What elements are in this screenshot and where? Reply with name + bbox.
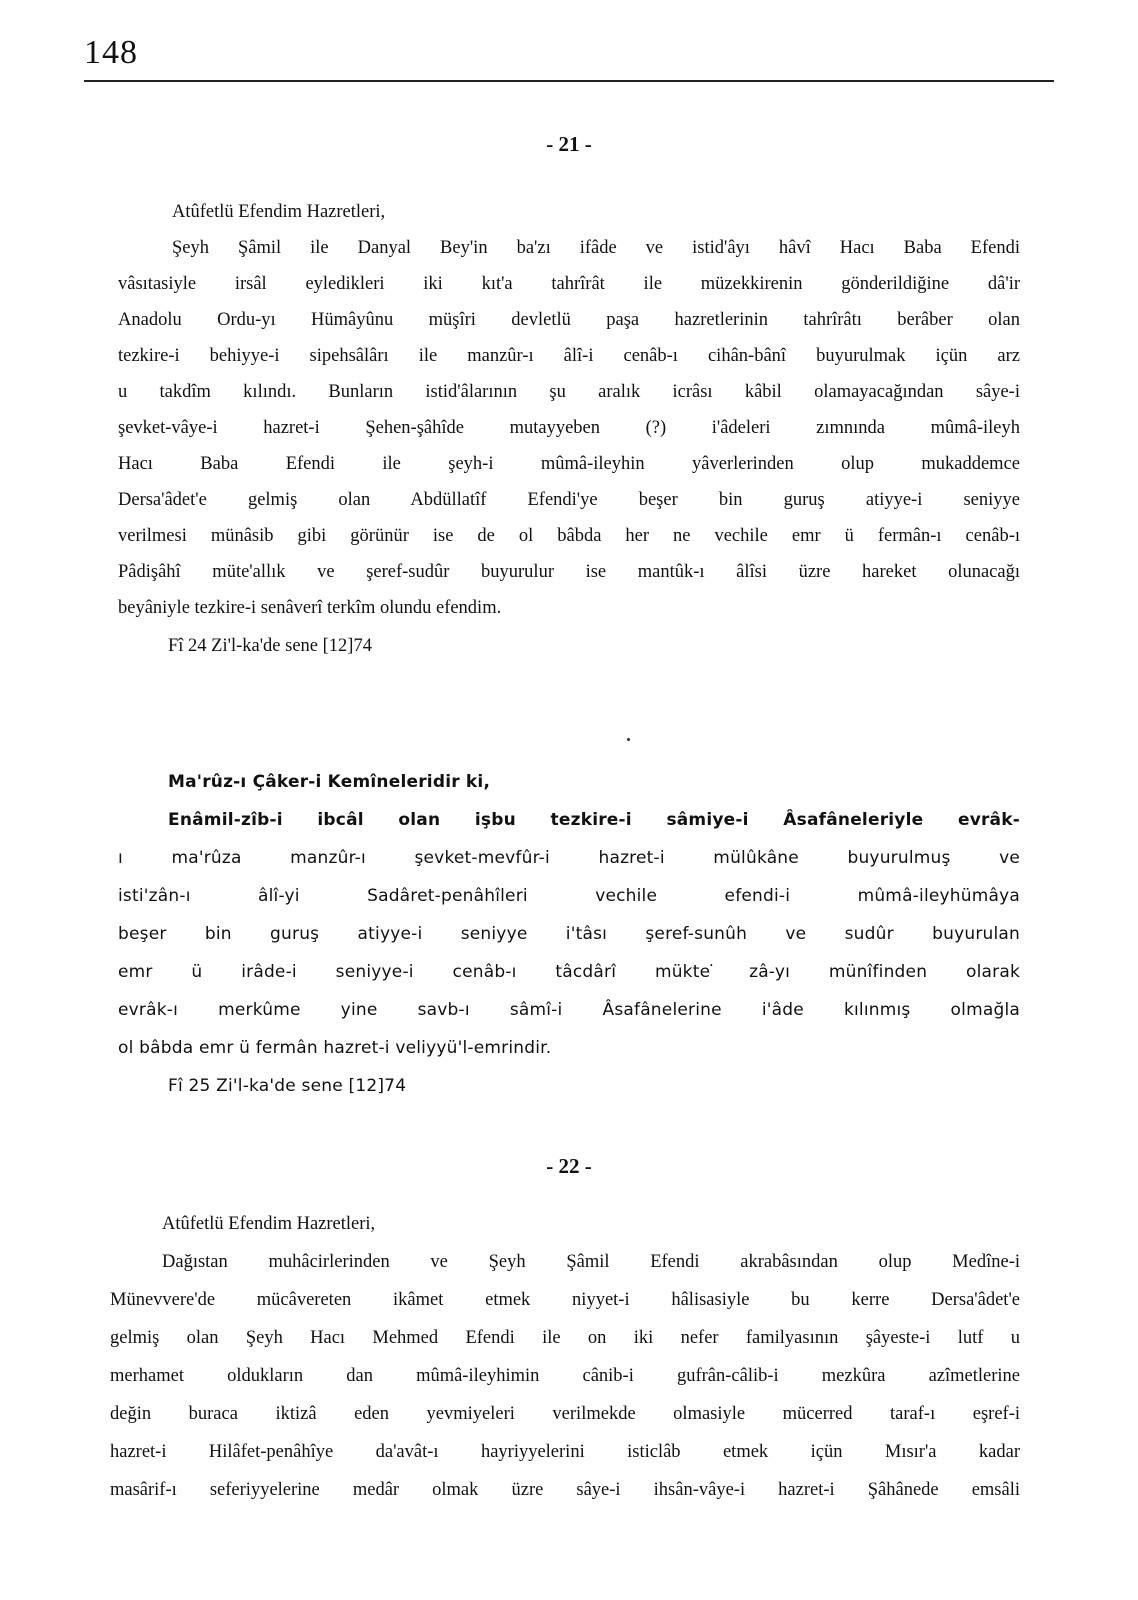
document-21-letter-line: vâsıtasiyle irsâl eyledikleri iki kıt'a tahrîrât ile müzekkirenin gönderildiğine dâ'ir (118, 274, 1020, 294)
document-21-reply-line: evrâk-ı merkûme yine savb-ı sâmî-i Âsafânelerine i'âde kılınmış olmağla (118, 1000, 1020, 1020)
header-rule (84, 80, 1054, 82)
document-21-number: - 21 - (546, 132, 592, 156)
document-22-number: - 22 - (546, 1154, 592, 1178)
document-21-reply-date: Fî 25 Zi'l-ka'de sene [12]74 (168, 1076, 407, 1096)
document-21-letter-line: Şeyh Şâmil ile Danyal Bey'in ba'zı ifâde ve istid'âyı hâvî Hacı Baba Efendi (172, 238, 1020, 258)
document-21-salutation: Atûfetlü Efendim Hazretleri, (172, 202, 386, 222)
document-21-letter-date: Fî 24 Zi'l-ka'de sene [12]74 (168, 636, 372, 656)
document-21-letter-line: tezkire-i behiyye-i sipehsâlârı ile manzûr-ı âlî-i cenâb-ı cihân-bânî buyurulmak içün arz (118, 346, 1020, 366)
document-21-letter-line: Anadolu Ordu-yı Hümâyûnu müşîri devletlü paşa hazretlerinin tahrîrâtı berâber olan (118, 310, 1020, 330)
document-21-reply-line: Enâmil-zîb-i ibcâl olan işbu tezkire-i sâmiye-i Âsafâneleriyle evrâk- (168, 810, 1020, 830)
document-22-letter-line: gelmiş olan Şeyh Hacı Mehmed Efendi ile on iki nefer familyasının şâyeste-i lutf u (110, 1328, 1020, 1348)
document-22-letter-line: hazret-i Hilâfet-penâhîye da'avât-ı hayriyyelerini isticlâb etmek içün Mısır'a kadar (110, 1442, 1020, 1462)
document-21-reply-line: beşer bin guruş atiyye-i seniyye i'tâsı şeref-sunûh ve sudûr buyurulan (118, 924, 1020, 944)
document-21-letter-line: verilmesi münâsib gibi görünür ise de ol bâbda her ne vechile emr ü fermân-ı cenâb-ı (118, 526, 1020, 546)
document-21-reply-line: ol bâbda emr ü fermân hazret-i veliyyü'l-emrindir. (118, 1038, 552, 1058)
document-21-letter-line: Dersa'âdet'e gelmiş olan Abdüllatîf Efendi'ye beşer bin guruş atiyye-i seniyye (118, 490, 1020, 510)
page-number: 148 (84, 34, 138, 71)
document-22-salutation: Atûfetlü Efendim Hazretleri, (162, 1214, 376, 1234)
document-21-letter-line: beyâniyle tezkire-i senâverî terkîm olundu efendim. (118, 598, 502, 618)
document-21-letter-line: şevket-vâye-i hazret-i Şehen-şâhîde mutayyeben (?) i'âdeleri zımnında mûmâ-ileyh (118, 418, 1020, 438)
document-21-letter-line: u takdîm kılındı. Bunların istid'âlarının şu aralık icrâsı kâbil olamayacağından sâye-i (118, 382, 1020, 402)
document-22-letter-line: Münevvere'de mücâvereten ikâmet etmek niyyet-i hâlisasiyle bu kerre Dersa'âdet'e (110, 1290, 1020, 1310)
document-21-reply-line: ı ma'rûza manzûr-ı şevket-mevfûr-i hazret-i mülûkâne buyurulmuş ve (118, 848, 1020, 868)
document-21-letter-line: Pâdişâhî müte'allık ve şeref-sudûr buyurulur ise mantûk-ı âlîsi üzre hareket olunacağı (118, 562, 1020, 582)
document-22-letter-line: Dağıstan muhâcirlerinden ve Şeyh Şâmil Efendi akrabâsından olup Medîne-i (162, 1252, 1020, 1272)
document-22-letter-line: merhamet oldukların dan mûmâ-ileyhimin cânib-i gufrân-câlib-i mezkûra azîmetlerine (110, 1366, 1020, 1386)
document-21-reply-line: emr ü irâde-i seniyye-i cenâb-ı tâcdârî mükte ̇zâ-yı münîfinden olarak (118, 962, 1020, 982)
document-22-letter-line: masârif-ı seferiyyelerine medâr olmak üzre sâye-i ihsân-vâye-i hazret-i Şâhânede emsâli (110, 1480, 1020, 1500)
document-21-reply-line: isti'zân-ı âlî-yi Sadâret-penâhîleri vechile efendi-i mûmâ-ileyhümâya (118, 886, 1020, 906)
document-21-letter-line: Hacı Baba Efendi ile şeyh-i mûmâ-ileyhin yâverlerinden olup mukaddemce (118, 454, 1020, 474)
document-22-letter-line: değin buraca iktizâ eden yevmiyeleri verilmekde olmasiyle mücerred taraf-ı eşref-i (110, 1404, 1020, 1424)
stray-dot (627, 738, 630, 741)
document-21-reply-heading: Ma'rûz-ı Çâker-i Kemîneleridir ki, (168, 772, 491, 792)
